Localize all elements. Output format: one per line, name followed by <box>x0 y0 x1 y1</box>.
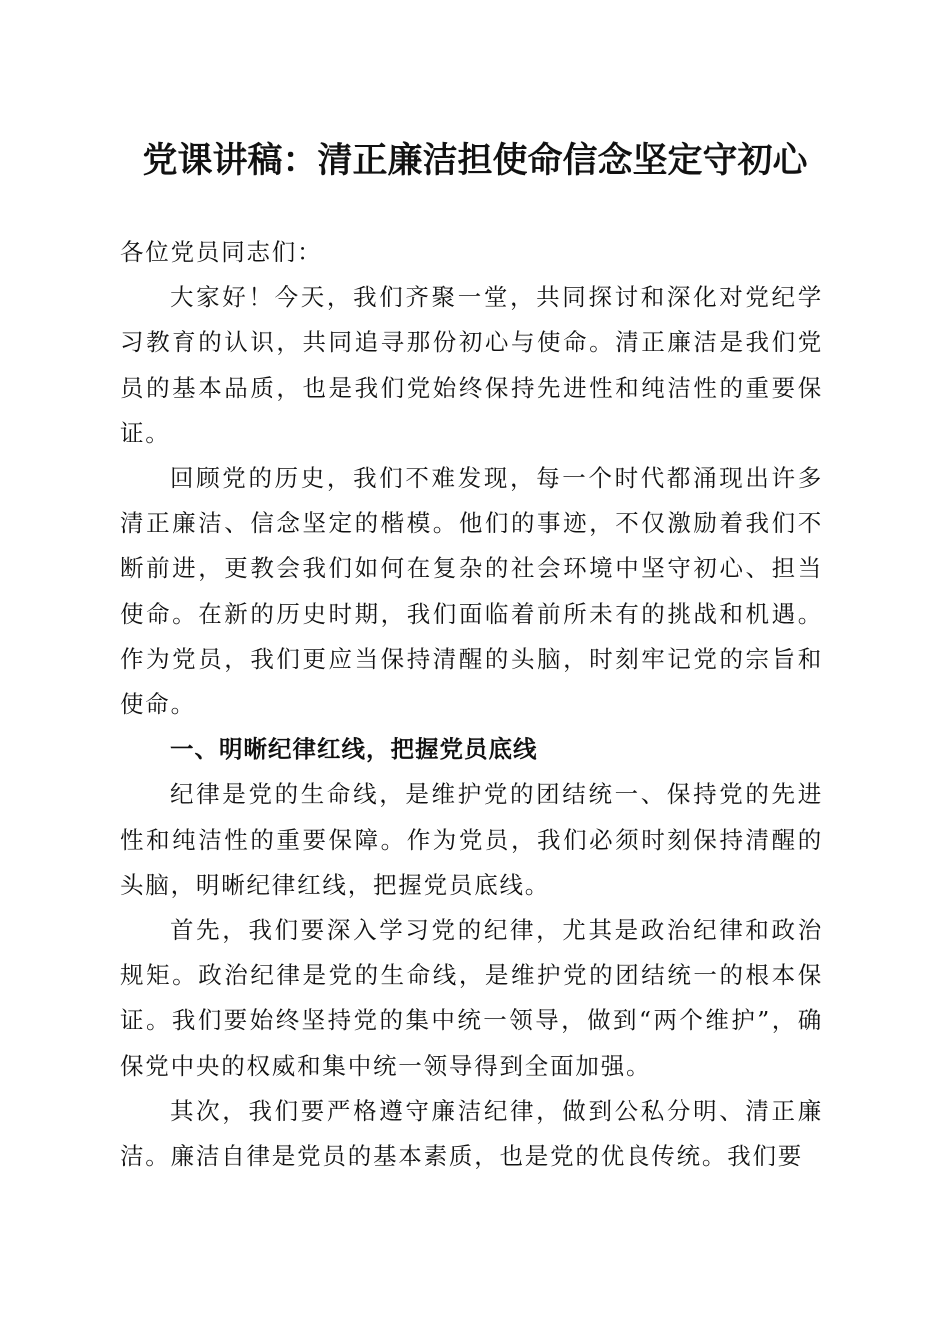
section-heading: 一、明晰纪律红线，把握党员底线 <box>170 735 538 764</box>
paragraph-intro: 大家好！今天，我们齐聚一堂，共同探讨和深化对党纪学习教育的认识，共同追寻那份初心与使命。清正廉洁是我们党员的基本品质，也是我们党始终保持先进性和纯洁性的重要保证。 <box>120 283 823 447</box>
salutation: 各位党员同志们： <box>120 238 323 266</box>
document-body <box>120 230 823 1179</box>
paragraph-history: 回顾党的历史，我们不难发现，每一个时代都涌现出许多清正廉洁、信念坚定的楷模。他们的事迹，不仅激励着我们不断前进，更教会我们如何在复杂的社会环境中坚守初心、担当使命。在新的历史时期，我们面临着前所未有的挑战和机遇。作为党员，我们更应当保持清醒的头脑，时刻牢记党的宗旨和使命。 <box>120 464 823 719</box>
document-title: 党课讲稿：清正廉洁担使命信念坚定守初心 <box>142 141 808 181</box>
paragraph-first: 首先，我们要深入学习党的纪律，尤其是政治纪律和政治规矩。政治纪律是党的生命线，是维护党的团结统一的根本保证。我们要始终坚持党的集中统一领导，做到“两个维护”，确保党中央的权威和集中统一领导得到全面加强。 <box>120 916 823 1080</box>
paragraph-discipline: 纪律是党的生命线，是维护党的团结统一、保持党的先进性和纯洁性的重要保障。作为党员，我们必须时刻保持清醒的头脑，明晰纪律红线，把握党员底线。 <box>120 780 823 899</box>
paragraph-second: 其次，我们要严格遵守廉洁纪律，做到公私分明、清正廉洁。廉洁自律是党员的基本素质，也是党的优良传统。我们要 <box>120 1096 823 1171</box>
